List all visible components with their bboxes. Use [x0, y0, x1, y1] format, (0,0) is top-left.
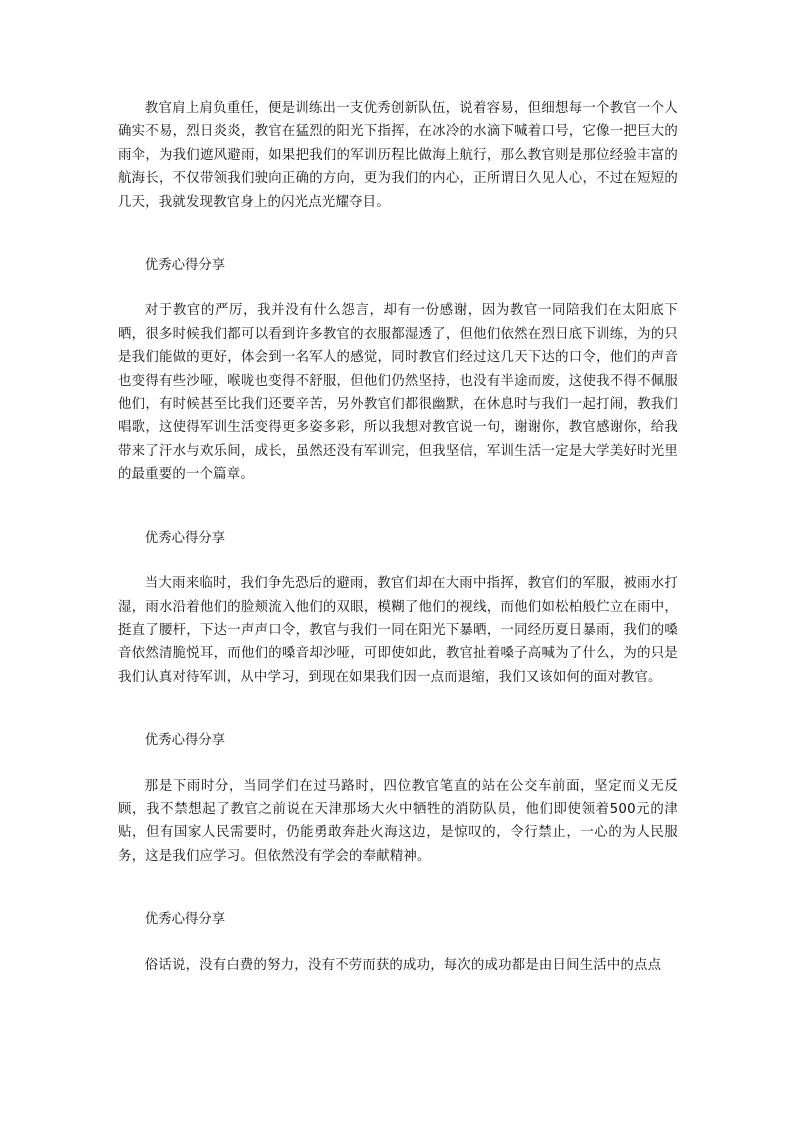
heading-spacer [118, 277, 678, 299]
section-paragraph-2: 当大雨来临时，我们争先恐后的避雨，教官们却在大雨中指挥，教官们的军服，被雨水打湿，雨水沿着他们的脸颊流入他们的双眼，模糊了他们的视线，而他们如松柏般伫立在雨中，挺直了腰杆，下达一声声口令，教官与我们一同在阳光下暴晒，一同经历夏日暴雨，我们的嗓音依然清脆悦耳，而他们的嗓音却沙哑，可即使如此，教官扯着嗓子高喊为了什么，为的只是我们认真对待军训，从中学习，到现在如果我们因一点而退缩，我们又该如何的面对教官。 [118, 576, 678, 685]
section-heading-2: 优秀心得分享 [144, 530, 226, 546]
section-paragraph-3: 那是下雨时分，当同学们在过马路时，四位教官笔直的站在公交车前面，坚定而义无反顾，我不禁想起了教官之前说在天津那场大火中牺牲的消防队员，他们即使领着500元的津贴，但有国家人民需要时，仍能勇敢奔赴火海这边，是惊叹的，令行禁止，一心的为人民服务，这是我们应学习。但依然没有学会的奉献精神。 [118, 778, 678, 864]
section-paragraph-1: 对于教官的严厉，我并没有什么怨言，却有一份感谢，因为教官一同陪我们在太阳底下晒，很多时候我们都可以看到许多教官的衣服都湿透了，但他们依然在烈日底下训练，为的只是我们能做的更好，体会到一名军人的感觉，同时教官们经过这几天下达的口令，他们的声音也变得有些沙哑，喉咙也变得不舒服，但他们仍然坚持，也没有半途而废，这使我不得不佩服他们，有时候甚至比我们还要辛苦，另外教官们都很幽默，在休息时与我们一起打闹，教我们唱歌，这使得军训生活变得更多姿多彩，所以我想对教官说一句，谢谢你，教官感谢你，给我带来了汗水与欢乐间，成长，虽然还没有军训完，但我坚信，军训生活一定是大学美好时光里的最重要的一个篇章。 [118, 303, 678, 483]
section-paragraph-4: 俗话说，没有白费的努力，没有不劳而获的成功，每次的成功都是由日间生活中的点点 [144, 957, 662, 973]
section-heading-3: 优秀心得分享 [144, 733, 226, 749]
heading-spacer [118, 550, 678, 572]
heading-spacer [118, 753, 678, 775]
section-heading-1: 优秀心得分享 [144, 258, 226, 274]
document-page [118, 97, 678, 977]
section-heading-4: 优秀心得分享 [144, 912, 226, 928]
heading-spacer [118, 932, 678, 954]
section-spacer [118, 214, 678, 254]
section-spacer [118, 689, 678, 729]
section-spacer [118, 487, 678, 527]
section-spacer [118, 868, 678, 908]
intro-paragraph: 教官肩上肩负重任，便是训练出一支优秀创新队伍，说着容易，但细想每一个教官一个人确实不易，烈日炎炎，教官在猛烈的阳光下指挥，在冰冷的水滴下喊着口号，它像一把巨大的雨伞，为我们遮风避雨，如果把我们的军训历程比做海上航行，那么教官则是那位经验丰富的航海长，不仅带领我们驶向正确的方向，更为我们的内心，正所谓日久见人心，不过在短短的几天，我就发现教官身上的闪光点光耀夺目。 [118, 101, 678, 210]
